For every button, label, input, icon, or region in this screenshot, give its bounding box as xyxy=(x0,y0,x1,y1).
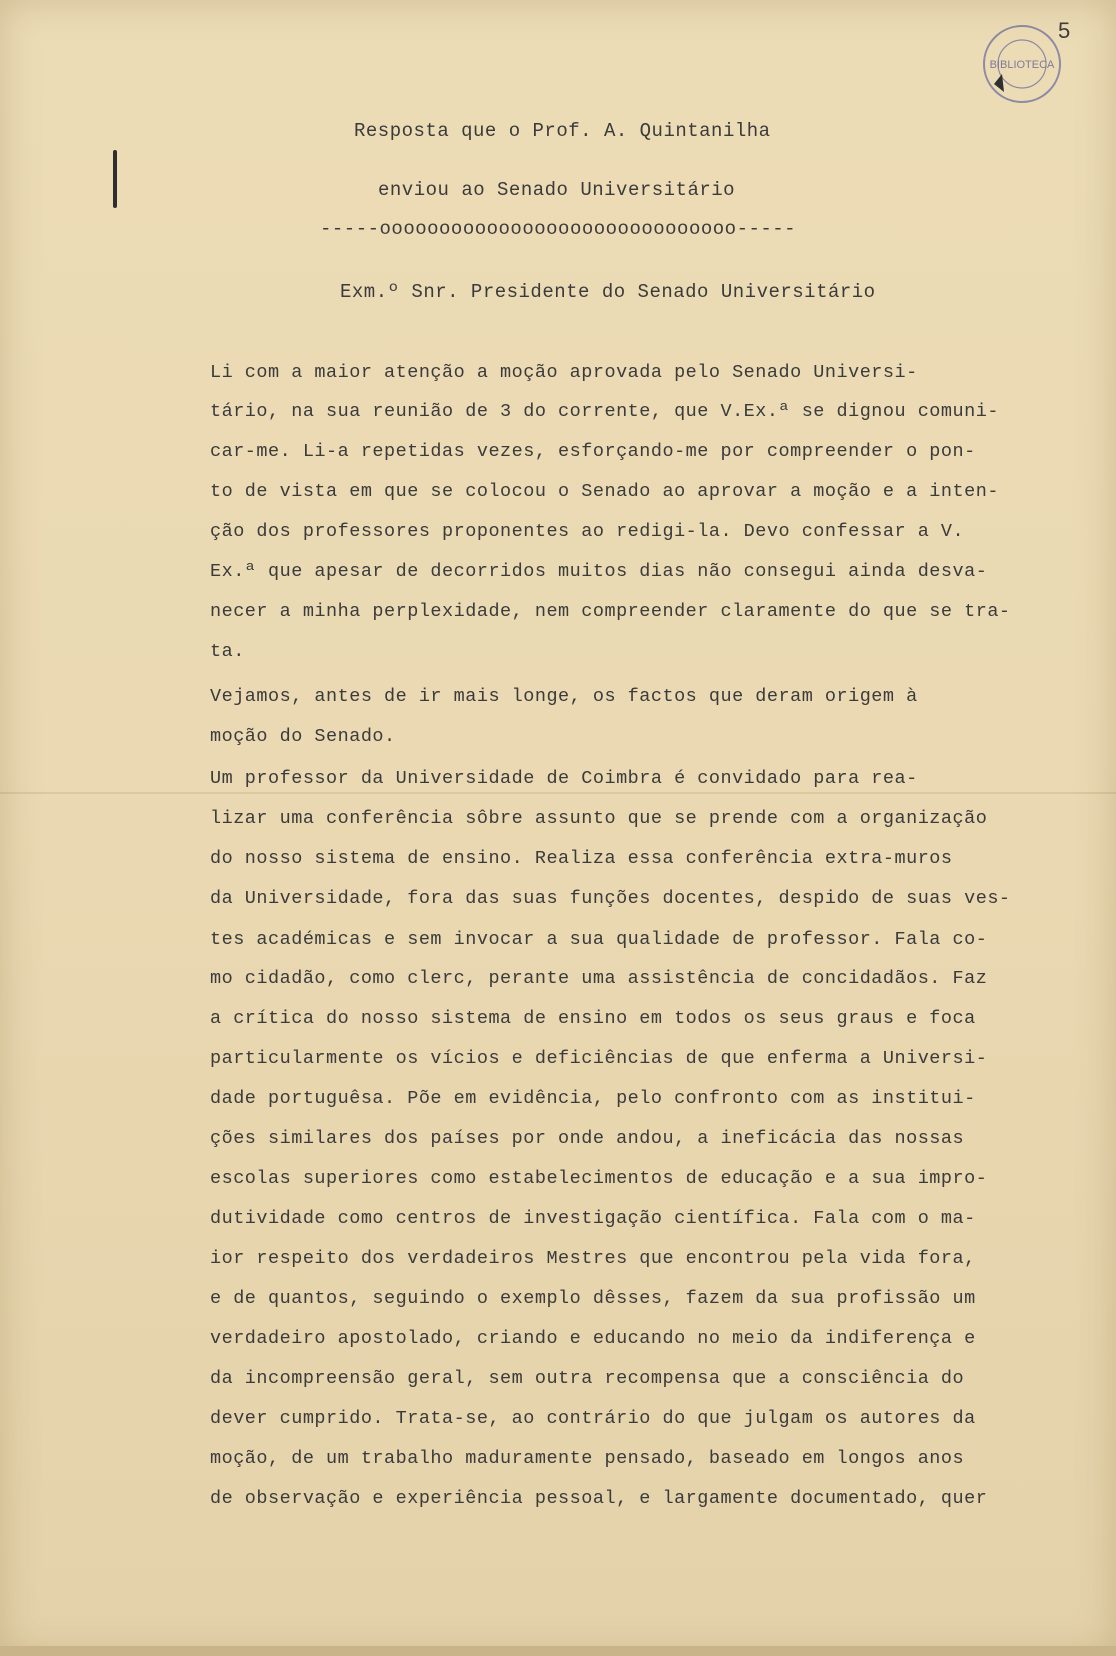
body-line: do nosso sistema de ensino. Realiza essa conferência extra-muros xyxy=(210,848,953,869)
body-line: tário, na sua reunião de 3 do corrente, que V.Ex.ª se dignou comuni- xyxy=(210,401,999,422)
margin-pencil-mark xyxy=(113,150,117,208)
salutation: Exm.º Snr. Presidente do Senado Universitário xyxy=(340,281,876,303)
body-line: Um professor da Universidade de Coimbra é convidado para rea- xyxy=(210,768,918,789)
paper-fold xyxy=(0,792,1116,794)
body-line: mo cidadão, como clerc, perante uma assistência de concidadãos. Faz xyxy=(210,968,988,989)
body-line: to de vista em que se colocou o Senado ao aprovar a moção e a inten- xyxy=(210,481,999,502)
body-line: necer a minha perplexidade, nem compreender claramente do que se tra- xyxy=(210,601,1011,622)
body-line: ção dos professores proponentes ao redigi-la. Devo confessar a V. xyxy=(210,521,965,542)
body-line: tes académicas e sem invocar a sua qualidade de professor. Fala co- xyxy=(210,929,988,950)
body-line: dade portuguêsa. Põe em evidência, pelo confronto com as institui- xyxy=(210,1088,976,1109)
body-line: verdadeiro apostolado, criando e educando no meio da indiferença e xyxy=(210,1328,976,1349)
heading-line-1: Resposta que o Prof. A. Quintanilha xyxy=(354,120,771,142)
body-line: dutividade como centros de investigação científica. Fala com o ma- xyxy=(210,1208,976,1229)
body-line: a crítica do nosso sistema de ensino em todos os seus graus e foca xyxy=(210,1008,976,1029)
body-line: particularmente os vícios e deficiências de que enferma a Universi- xyxy=(210,1048,988,1069)
body-line: ior respeito dos verdadeiros Mestres que encontrou pela vida fora, xyxy=(210,1248,976,1269)
body-line: Vejamos, antes de ir mais longe, os factos que deram origem à xyxy=(210,686,918,707)
body-line: de observação e experiência pessoal, e largamente documentado, quer xyxy=(210,1488,988,1509)
body-line: da incompreensão geral, sem outra recompensa que a consciência do xyxy=(210,1368,965,1389)
page-number: 5 xyxy=(1058,18,1071,43)
body-line: Li com a maior atenção a moção aprovada pelo Senado Universi- xyxy=(210,362,918,383)
heading-line-2: enviou ao Senado Universitário xyxy=(378,179,736,201)
body-line: Ex.ª que apesar de decorridos muitos dias não consegui ainda desva- xyxy=(210,561,988,582)
body-line: ções similares dos países por onde andou, a ineficácia das nossas xyxy=(210,1128,965,1149)
body-line: ta. xyxy=(210,641,245,662)
body-line: car-me. Li-a repetidas vezes, esforçando-me por compreender o pon- xyxy=(210,441,976,462)
body-line: lizar uma conferência sôbre assunto que se prende com a organização xyxy=(210,808,988,829)
body-line: moção do Senado. xyxy=(210,726,396,747)
body-line: escolas superiores como estabelecimentos de educação e a sua impro- xyxy=(210,1168,988,1189)
body-line: e de quantos, seguindo o exemplo dêsses, fazem da sua profissão um xyxy=(210,1288,976,1309)
body-line: moção, de um trabalho maduramente pensado, baseado em longos anos xyxy=(210,1448,965,1469)
body-line: da Universidade, fora das suas funções docentes, despido de suas ves- xyxy=(210,888,1011,909)
library-stamp-icon xyxy=(972,14,1082,114)
separator-line: -----oooooooooooooooooooooooooooooo----- xyxy=(320,218,797,240)
stamp-center-text: BIBLIOTECA xyxy=(989,59,1055,71)
body-line: dever cumprido. Trata-se, ao contrário do que julgam os autores da xyxy=(210,1408,976,1429)
sheet-bottom-edge xyxy=(0,1646,1116,1656)
